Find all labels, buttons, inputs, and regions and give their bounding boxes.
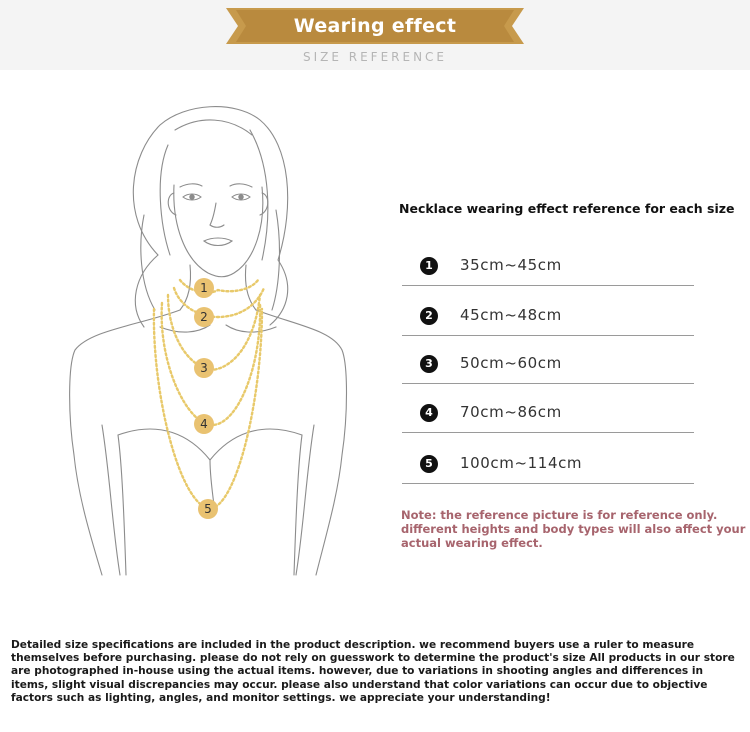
size-row-3	[402, 349, 694, 384]
size-row-5	[402, 449, 694, 484]
page-subtitle: SIZE REFERENCE	[302, 50, 448, 64]
necklace-marker-2	[194, 307, 214, 327]
marker-label-2: 2	[200, 310, 208, 324]
necklace-marker-5	[198, 499, 218, 519]
necklace-marker-4	[194, 414, 214, 434]
size-value: 50cm~60cm	[460, 354, 562, 372]
page-title: Wearing effect	[293, 15, 457, 37]
necklace-marker-1	[194, 278, 214, 298]
size-note: Note: the reference picture is for reference only. different heights and body types will also affect your actual wearing effect.	[401, 508, 746, 550]
marker-label-5: 5	[204, 502, 212, 516]
size-value: 35cm~45cm	[460, 256, 562, 274]
woman-illustration	[40, 95, 380, 595]
size-value: 70cm~86cm	[460, 403, 562, 421]
size-row-4	[402, 398, 694, 433]
disclaimer-text: Detailed size specifications are included in the product description. we recommend buyers use a ruler to measure themselves before purchasing. please do not rely on guesswork to determine the product's size All products in our store are photographed in-house using the actual items. however, due to variations in shooting angles and differences in items, slight visual discrepancies may occur. please also understand that color variations can occur due to objective factors such as lighting, angles, and monitor settings. we appreciate your understanding!	[11, 639, 735, 704]
marker-label-3: 3	[200, 361, 208, 375]
size-number-badge: 5	[420, 455, 438, 473]
size-row-2	[402, 301, 694, 336]
title-ribbon	[226, 8, 524, 44]
size-number-badge: 4	[420, 404, 438, 422]
size-number-badge: 3	[420, 355, 438, 373]
size-number-badge: 2	[420, 307, 438, 325]
necklace-marker-3	[194, 358, 214, 378]
size-value: 100cm~114cm	[460, 454, 583, 472]
marker-label-4: 4	[200, 417, 208, 431]
marker-label-1: 1	[200, 281, 208, 295]
size-table-heading: Necklace wearing effect reference for each size	[399, 201, 735, 216]
size-value: 45cm~48cm	[460, 306, 562, 324]
size-row-1	[402, 251, 694, 286]
size-number-badge: 1	[420, 257, 438, 275]
